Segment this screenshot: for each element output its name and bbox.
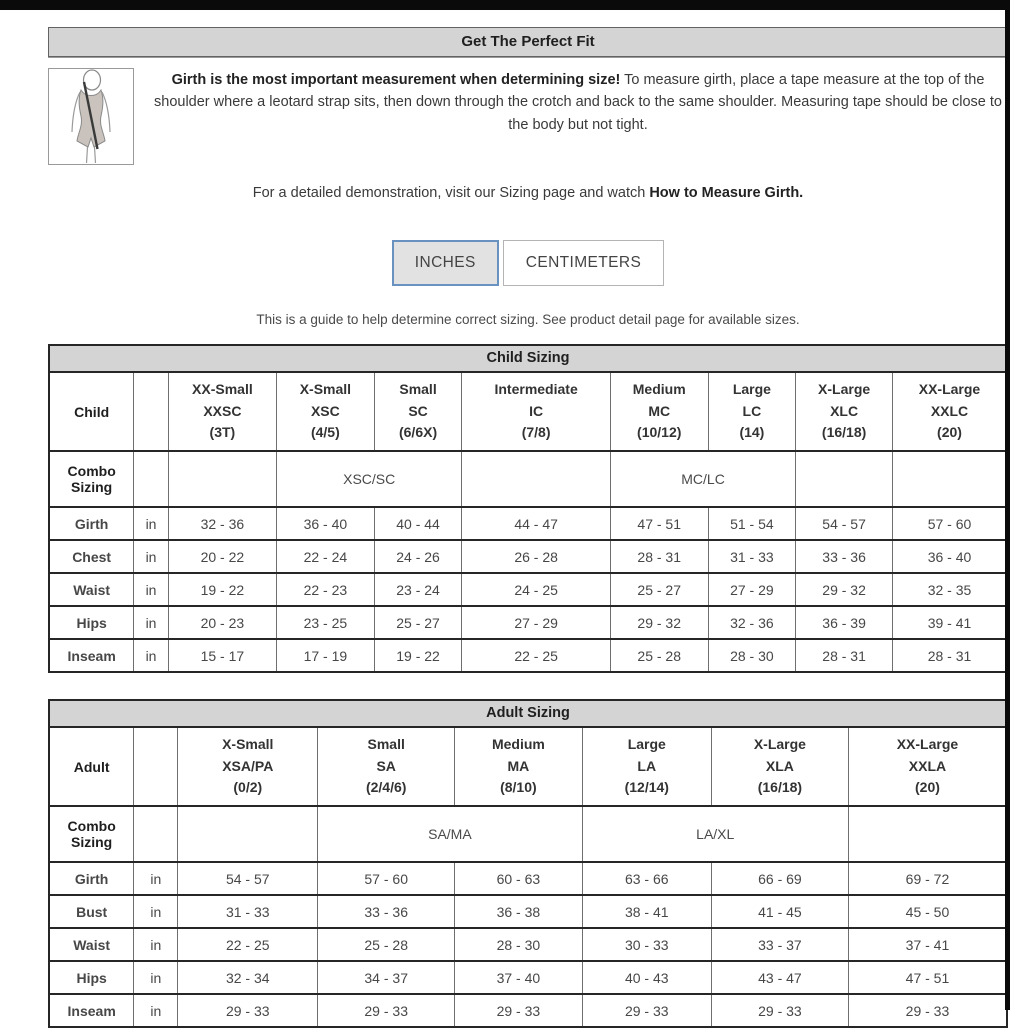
- combo-size-cell: [178, 806, 318, 862]
- size-value-cell: 19 - 22: [168, 573, 276, 606]
- size-value-cell: 25 - 27: [610, 573, 708, 606]
- demo-prefix: For a detailed demonstration, visit our Sizing page and watch: [252, 185, 650, 201]
- unit-cell: in: [134, 606, 168, 639]
- size-column-header: XX-Large XXLA (20): [848, 727, 1007, 806]
- measurement-label: Girth: [49, 507, 134, 540]
- size-value-cell: 54 - 57: [796, 507, 893, 540]
- table-row-group-label: Adult: [49, 727, 134, 806]
- size-value-cell: 41 - 45: [711, 895, 848, 928]
- size-column-header: X-Small XSA/PA (0/2): [178, 727, 318, 806]
- combo-size-cell: [848, 806, 1007, 862]
- size-value-cell: 57 - 60: [318, 862, 455, 895]
- measurement-label: Hips: [49, 606, 134, 639]
- unit-cell: in: [134, 994, 178, 1027]
- centimeters-button[interactable]: CENTIMETERS: [503, 240, 665, 286]
- size-value-cell: 38 - 41: [582, 895, 711, 928]
- size-value-cell: 24 - 26: [374, 540, 462, 573]
- size-column-header: Medium MA (8/10): [455, 727, 582, 806]
- size-value-cell: 29 - 33: [711, 994, 848, 1027]
- size-value-cell: 32 - 35: [892, 573, 1007, 606]
- size-value-cell: 39 - 41: [892, 606, 1007, 639]
- size-value-cell: 25 - 28: [318, 928, 455, 961]
- size-value-cell: 28 - 31: [610, 540, 708, 573]
- unit-toggle: [48, 240, 1008, 286]
- combo-sizing-label: Combo Sizing: [49, 806, 134, 862]
- unit-cell: in: [134, 573, 168, 606]
- girth-instructions-bold: Girth is the most important measurement when determining size!: [171, 72, 621, 88]
- size-value-cell: 28 - 30: [708, 639, 796, 672]
- size-value-cell: 23 - 24: [374, 573, 462, 606]
- size-value-cell: 23 - 25: [277, 606, 375, 639]
- size-value-cell: 66 - 69: [711, 862, 848, 895]
- leotard-girth-diagram: [48, 68, 134, 165]
- measurement-label: Waist: [49, 928, 134, 961]
- size-column-header: Large LC (14): [708, 372, 796, 451]
- size-value-cell: 29 - 33: [178, 994, 318, 1027]
- unit-cell: in: [134, 540, 168, 573]
- size-value-cell: 29 - 33: [582, 994, 711, 1027]
- combo-size-cell: [168, 451, 276, 507]
- size-value-cell: 19 - 22: [374, 639, 462, 672]
- size-value-cell: 27 - 29: [462, 606, 610, 639]
- size-value-cell: 30 - 33: [582, 928, 711, 961]
- size-value-cell: 31 - 33: [708, 540, 796, 573]
- size-value-cell: 33 - 36: [796, 540, 893, 573]
- size-value-cell: 37 - 40: [455, 961, 582, 994]
- unit-cell: in: [134, 639, 168, 672]
- size-value-cell: 40 - 43: [582, 961, 711, 994]
- combo-size-cell: XSC/SC: [277, 451, 462, 507]
- size-value-cell: 29 - 32: [610, 606, 708, 639]
- size-value-cell: 26 - 28: [462, 540, 610, 573]
- combo-unit-cell: [134, 451, 168, 507]
- unit-cell: in: [134, 507, 168, 540]
- size-value-cell: 24 - 25: [462, 573, 610, 606]
- size-value-cell: 15 - 17: [168, 639, 276, 672]
- measurement-label: Inseam: [49, 639, 134, 672]
- girth-instructions: [148, 68, 1008, 136]
- size-column-header: Small SC (6/6X): [374, 372, 462, 451]
- size-value-cell: 60 - 63: [455, 862, 582, 895]
- size-value-cell: 43 - 47: [711, 961, 848, 994]
- size-value-cell: 28 - 30: [455, 928, 582, 961]
- combo-size-cell: LA/XL: [582, 806, 848, 862]
- size-value-cell: 36 - 38: [455, 895, 582, 928]
- size-value-cell: 29 - 32: [796, 573, 893, 606]
- size-value-cell: 22 - 25: [462, 639, 610, 672]
- size-value-cell: 32 - 34: [178, 961, 318, 994]
- size-value-cell: 25 - 27: [374, 606, 462, 639]
- size-value-cell: 29 - 33: [318, 994, 455, 1027]
- size-value-cell: 47 - 51: [610, 507, 708, 540]
- sizing-guide-note: This is a guide to help determine correct sizing. See product detail page for available sizes.: [256, 312, 800, 327]
- size-column-header: Intermediate IC (7/8): [462, 372, 610, 451]
- size-column-header: X-Large XLC (16/18): [796, 372, 893, 451]
- size-value-cell: 22 - 24: [277, 540, 375, 573]
- measurement-label: Waist: [49, 573, 134, 606]
- size-value-cell: 47 - 51: [848, 961, 1007, 994]
- child-sizing-table: [48, 344, 1008, 673]
- measurement-label: Girth: [49, 862, 134, 895]
- size-value-cell: 57 - 60: [892, 507, 1007, 540]
- size-column-header: XX-Small XXSC (3T): [168, 372, 276, 451]
- window-top-edge: [0, 0, 1010, 10]
- size-value-cell: 20 - 23: [168, 606, 276, 639]
- size-value-cell: 40 - 44: [374, 507, 462, 540]
- girth-instructions-body: To measure girth, place a tape measure at the top of the shoulder where a leotard strap sits, then down through the crotch and back to the same shoulder. Measuring tape should be close to the body but not tight.: [154, 72, 1002, 133]
- combo-unit-cell: [134, 806, 178, 862]
- intro-section: [48, 68, 1008, 165]
- measurement-label: Inseam: [49, 994, 134, 1027]
- size-column-header: Medium MC (10/12): [610, 372, 708, 451]
- size-column-header: XX-Large XXLC (20): [892, 372, 1007, 451]
- combo-size-cell: [462, 451, 610, 507]
- size-value-cell: 25 - 28: [610, 639, 708, 672]
- size-value-cell: 17 - 19: [277, 639, 375, 672]
- size-value-cell: 34 - 37: [318, 961, 455, 994]
- unit-column-header: [134, 372, 168, 451]
- adult-sizing-table: [48, 699, 1008, 1028]
- size-column-header: X-Small XSC (4/5): [277, 372, 375, 451]
- size-value-cell: 36 - 40: [892, 540, 1007, 573]
- size-value-cell: 69 - 72: [848, 862, 1007, 895]
- size-column-header: X-Large XLA (16/18): [711, 727, 848, 806]
- size-value-cell: 22 - 23: [277, 573, 375, 606]
- size-value-cell: 36 - 39: [796, 606, 893, 639]
- size-value-cell: 29 - 33: [455, 994, 582, 1027]
- size-value-cell: 32 - 36: [168, 507, 276, 540]
- unit-cell: in: [134, 862, 178, 895]
- table-caption: Child Sizing: [49, 345, 1007, 372]
- table-spacer: [48, 673, 1008, 682]
- size-value-cell: 20 - 22: [168, 540, 276, 573]
- combo-size-cell: [892, 451, 1007, 507]
- combo-size-cell: SA/MA: [318, 806, 582, 862]
- page-title: Get The Perfect Fit: [48, 27, 1008, 57]
- size-value-cell: 22 - 25: [178, 928, 318, 961]
- size-value-cell: 33 - 36: [318, 895, 455, 928]
- size-value-cell: 51 - 54: [708, 507, 796, 540]
- measurement-label: Hips: [49, 961, 134, 994]
- combo-size-cell: MC/LC: [610, 451, 795, 507]
- size-value-cell: 36 - 40: [277, 507, 375, 540]
- table-row-group-label: Child: [49, 372, 134, 451]
- size-value-cell: 28 - 31: [892, 639, 1007, 672]
- size-value-cell: 54 - 57: [178, 862, 318, 895]
- size-value-cell: 44 - 47: [462, 507, 610, 540]
- demo-video-title: How to Measure Girth.: [649, 185, 804, 201]
- size-column-header: Small SA (2/4/6): [318, 727, 455, 806]
- window-right-edge: [1005, 0, 1010, 1010]
- combo-size-cell: [796, 451, 893, 507]
- inches-button[interactable]: INCHES: [392, 240, 499, 286]
- unit-cell: in: [134, 961, 178, 994]
- unit-column-header: [134, 727, 178, 806]
- leotard-figure-icon: [49, 69, 133, 164]
- unit-cell: in: [134, 895, 178, 928]
- size-value-cell: 63 - 66: [582, 862, 711, 895]
- table-caption: Adult Sizing: [49, 700, 1007, 727]
- size-value-cell: 29 - 33: [848, 994, 1007, 1027]
- size-column-header: Large LA (12/14): [582, 727, 711, 806]
- size-value-cell: 45 - 50: [848, 895, 1007, 928]
- size-value-cell: 31 - 33: [178, 895, 318, 928]
- demo-instructions: [48, 185, 1008, 201]
- combo-sizing-label: Combo Sizing: [49, 451, 134, 507]
- content-area: [48, 27, 1008, 1028]
- size-value-cell: 37 - 41: [848, 928, 1007, 961]
- measurement-label: Bust: [49, 895, 134, 928]
- size-value-cell: 32 - 36: [708, 606, 796, 639]
- size-value-cell: 28 - 31: [796, 639, 893, 672]
- unit-cell: in: [134, 928, 178, 961]
- size-value-cell: 33 - 37: [711, 928, 848, 961]
- size-value-cell: 27 - 29: [708, 573, 796, 606]
- measurement-label: Chest: [49, 540, 134, 573]
